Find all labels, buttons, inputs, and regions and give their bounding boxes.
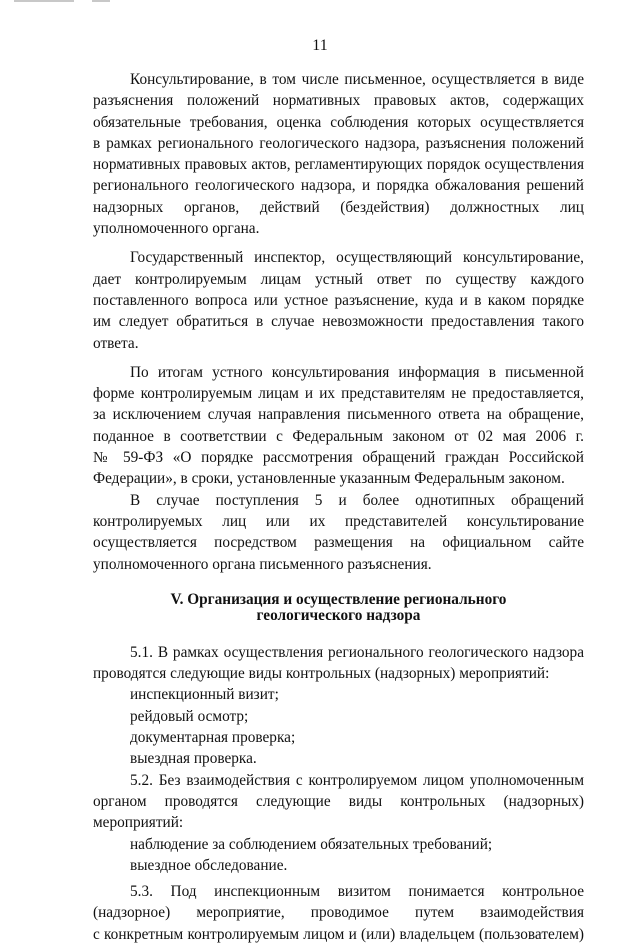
text-line: проводятся следующие виды контрольных (надзорных) мероприятий: <box>93 665 550 683</box>
text-line: В случае поступления 5 и более однотипных обращений <box>130 491 584 509</box>
text-line: обязательные требования, оценка соблюдения которых осуществляется <box>93 113 584 131</box>
text-line: № 59-ФЗ «О порядке рассмотрения обращений граждан Российской <box>93 449 584 467</box>
section-heading <box>93 592 584 624</box>
list-item: инспекционный визит; <box>130 686 279 704</box>
text-line: органом проводятся следующие виды контрольных (надзорных) <box>93 792 584 810</box>
text-line: мероприятий: <box>93 814 184 832</box>
text-line: Консультирование, в том числе письменное, осуществляется в виде <box>130 71 584 88</box>
text-line: 5.1. В рамках осуществления регионального геологического надзора <box>130 643 584 661</box>
text-line: разъяснения положений нормативных правовых актов, содержащих <box>93 92 584 110</box>
text-line: форме контролируемым лицам и их представителям не предоставляется, <box>93 385 584 403</box>
text-line: (надзорное) мероприятие, проводимое путем взаимодействия <box>93 904 584 922</box>
text-line: надзорных органов, действий (бездействия) должностных лиц <box>93 198 584 216</box>
scan-edge-mark <box>14 0 74 2</box>
text-line: уполномоченного органа. <box>93 220 260 238</box>
list-item: наблюдение за соблюдением обязательных требований; <box>130 835 493 853</box>
text-line: 5.2. Без взаимодействия с контролируемом лицом уполномоченным <box>130 771 584 789</box>
text-line: Государственный инспектор, осуществляющий консультирование, <box>130 249 584 267</box>
text-line: уполномоченного органа письменного разъяснения. <box>93 555 432 573</box>
text-line: регионального геологического надзора, и порядка обжалования решений <box>93 177 584 195</box>
text-line: поставленного вопроса или устное разъяснение, куда и в каком порядке <box>93 291 584 309</box>
list-item: выездная проверка. <box>130 750 257 768</box>
document-body <box>93 69 584 945</box>
text-line: осуществляется посредством размещения на официальном сайте <box>93 534 584 552</box>
text-line: Федерации», в сроки, установленные указанным Федеральным законом. <box>93 470 565 488</box>
list-item: выездное обследование. <box>130 856 288 874</box>
text-line: им следует обратиться в случае невозможности предоставления такого <box>93 313 584 331</box>
text-line: контролируемых лиц или их представителей консультирование <box>93 512 584 530</box>
text-line: с конкретным контролируемым лицом и (или) владельцем (пользователем) <box>93 925 584 943</box>
text-line: поданное в соответствии с Федеральным законом от 02 мая 2006 г. <box>93 427 584 445</box>
page-number: 11 <box>312 37 328 54</box>
section-heading-line: геологического надзора <box>256 606 421 624</box>
text-line: дает контролируемым лицам устный ответ по существу каждого <box>93 270 584 288</box>
text-line: По итогам устного консультирования информация в письменной <box>130 363 584 381</box>
text-line: нормативных правовых актов, регламентирующих порядок осуществления <box>93 156 584 174</box>
text-line: 5.3. Под инспекционным визитом понимается контрольное <box>130 883 584 901</box>
list-item: рейдовый осмотр; <box>130 707 249 725</box>
text-line: за исключением случая направления письменного ответа на обращение, <box>93 406 584 424</box>
scan-edge-mark <box>92 0 110 2</box>
section-heading-line: V. Организация и осуществление регионального <box>170 590 507 608</box>
text-line: ответа. <box>93 334 139 352</box>
list-item: документарная проверка; <box>130 729 296 747</box>
text-line: в рамках регионального геологического надзора, разъяснения положений <box>93 134 584 152</box>
